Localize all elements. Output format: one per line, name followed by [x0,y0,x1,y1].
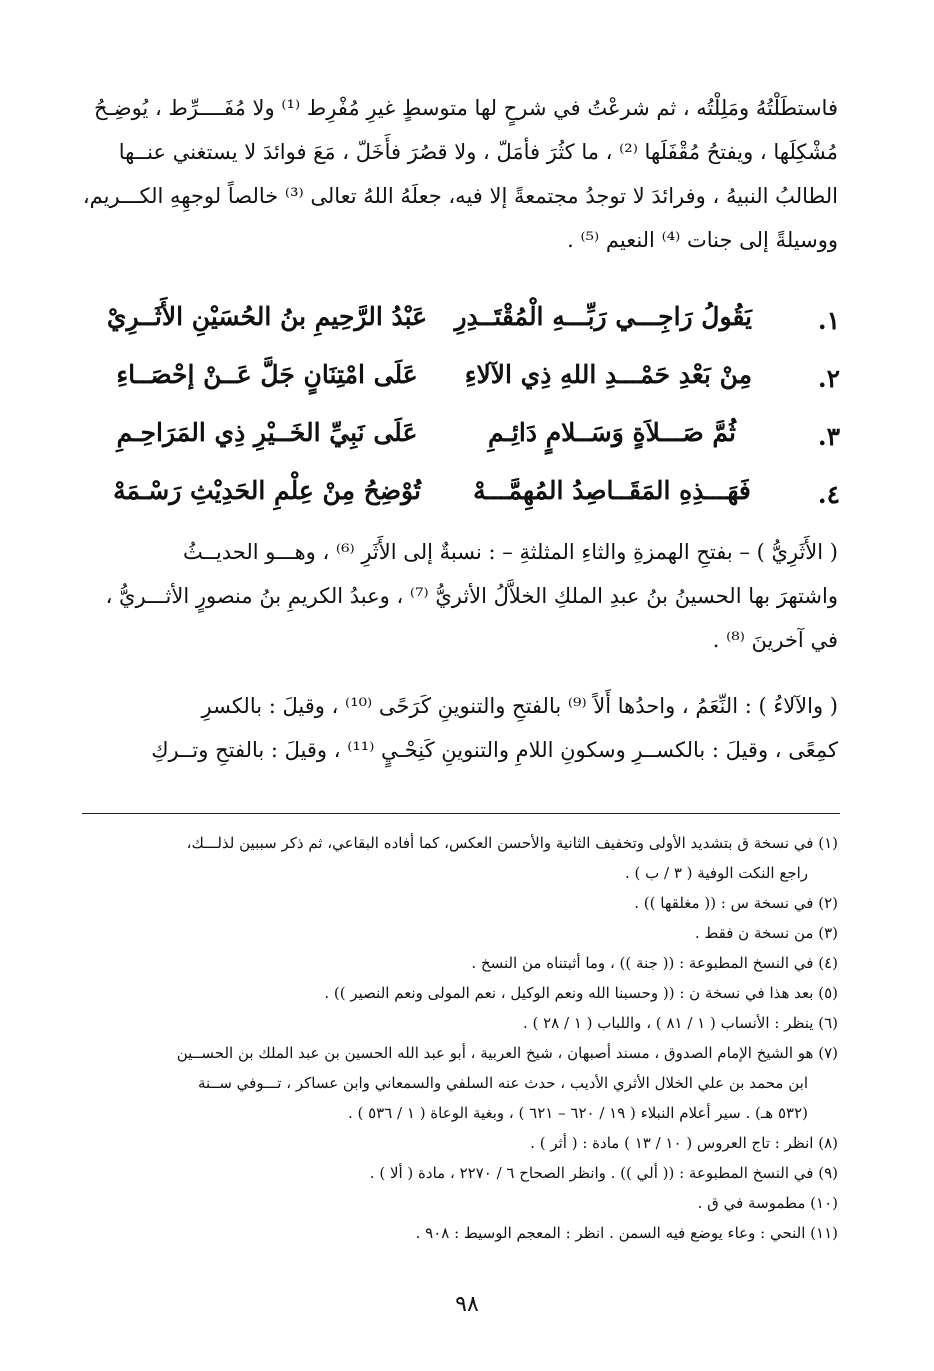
verse-first-hemistich: مِنْ بَعْدِ حَمْـــدِ اللهِ ذِي الآلاءِ [464,360,752,389]
intro-line-2: مُشْكِلَها ، ويفتحُ مُقْفَلَها ⁽²⁾ ، ما كثُرَ فأمَلّ ، ولا قصُرَ فأَخَلّ ، مَعَ فوائدَ لا يستغني عنــها [118,140,838,164]
intro-line-4: ووسيلةً إلى جنات ⁽⁴⁾ النعيم ⁽⁵⁾ . [567,228,838,252]
footnotes [78,828,838,1248]
alaa-line-2: كمِعًى ، وقيلَ : بالكســرِ وسكونِ اللامِ والتنوينِ كَنِحْـيٍ ⁽¹¹⁾ ، وقيلَ : بالفتحِ وتــركِ [151,738,838,762]
verse-1 [100,292,840,350]
athari-line-1: ( الأَثَرِيُّ ) – بفتحِ الهمزةِ والثاءِ المثلثةِ – : نسبةٌ إلى الأَثَرِ ⁽⁶⁾ ، وهـــو الحديــثُ [183,540,838,564]
intro-line-3: الطالبُ النبيهُ ، وفرائدَ لا توجدُ مجتمعةً إلا فيه، جعلَهُ اللهُ تعالى ⁽³⁾ خالصاً لوجهِهِ الكـــريم، [82,184,838,208]
athari-line-3: في آخرينَ ⁽⁸⁾ . [712,628,838,652]
intro-paragraph [78,86,838,262]
footnote-line: (١) في نسخة ق بتشديد الأولى وتخفيف الثانية والأحسن العكس، كما أفاده البقاعي، ثم ذكر سببين لذلـــك، [186,834,838,852]
footnote-line: (٤) في النسخ المطبوعة : (( جنة )) ، وما أثبتناه من النسخ . [471,954,838,972]
footnote-line: (٥٣٢ هـ) . سير أعلام النبلاء ( ١٩ / ٦٢٠ – ٦٢١ ) ، وبغية الوعاة ( ١ / ٥٣٦ ) . [347,1104,808,1122]
verse-number: ٢. [817,364,840,393]
verse-first-hemistich: فَهَـــذِهِ المَقَــاصِدُ المُهِمَّـــهْ [473,476,751,505]
verse-number: ١. [817,306,840,335]
verse-3 [100,408,840,466]
verse-4 [100,466,840,524]
poem-verses [100,292,840,524]
verse-second-hemistich: عَلَى امْتِنَانٍ جَلَّ عَــنْ إحْصَــاءِ [116,360,418,389]
footnote-line: (١٠) مطموسة في ق . [697,1194,838,1212]
verse-second-hemistich: عَبْدُ الرَّحِيمِ بنُ الحُسَيْنِ الأَثَــرِيْ [106,302,428,331]
verse-2 [100,350,840,408]
verse-number: ٣. [817,422,840,451]
footnote-line: (٦) ينظر : الأنساب ( ١ / ٨١ ) ، واللباب ( ١ / ٢٨ ) . [522,1014,838,1032]
page-number: ٩٨ [455,1292,479,1317]
alaa-paragraph [78,684,838,772]
footnote-line: (٢) في نسخة س : (( مغلقها )) . [634,894,838,912]
footnote-line: (٧) هو الشيخ الإمام الصدوق ، مسند أصبهان ، شيخ العربية ، أبو عبد الله الحسين بن عبد الملك بن الحســين [176,1044,838,1062]
athari-line-2: واشتهرَ بها الحسينُ بنُ عبدِ الملكِ الخلاَّلُ الأثريُّ ⁽⁷⁾ ، وعبدُ الكريمِ بنُ منصورٍ الأثـــريُّ ، [105,584,838,608]
intro-line-1: فاستطَلْتُهُ ومَلِلْتُه ، ثم شرعْتُ في شرحٍ لها متوسطٍ غيرِ مُفْرِط ⁽¹⁾ ولا مُفَــــرِّط ، يُوضِـحُ [94,96,838,120]
footnote-line: (٩) في النسخ المطبوعة : (( ألي )) . وانظر الصحاح ٦ / ٢٢٧٠ ، مادة ( ألا ) . [369,1164,838,1182]
verse-first-hemistich: يَقُولُ رَاجِـــي رَبِّـــهِ الْمُقْتَــدِرِ [454,302,752,331]
alaa-line-1: ( والآلاءُ ) : النِّعَمُ ، واحدُها أَلاً ⁽⁹⁾ بالفتحِ والتنوينِ كَرَحًى ⁽¹⁰⁾ ، وقيلَ : بالكسرِ [201,694,838,718]
verse-number: ٤. [817,480,840,509]
footnote-line: راجع النكت الوفية ( ٣ / ب ) . [624,864,808,882]
verse-second-hemistich: تُوْضِحُ مِنْ عِلْمِ الحَدِيْثِ رَسْـمَهْ [113,476,421,505]
footnote-separator [82,813,840,814]
footnote-line: (١١) النحي : وعاء يوضع فيه السمن . انظر : المعجم الوسيط : ٩٠٨ . [415,1224,838,1242]
verse-first-hemistich: ثُمَّ صَـــلاَةٍ وَسَــلامٍ دَائِـمِ [488,418,736,447]
verse-second-hemistich: عَلَى نَبِيِّ الخَــيْرِ ذِي المَرَاحِـمِ [116,418,418,447]
footnote-line: ابن محمد بن علي الخلال الأثري الأديب ، حدث عنه السلفي والسمعاني وابن عساكر ، تـــوفي ســنة [197,1074,808,1092]
athari-paragraph [78,530,838,662]
footnote-line: (٥) بعد هذا في نسخة ن : (( وحسبنا الله ونعم الوكيل ، نعم المولى ونعم النصير )) . [324,984,838,1002]
footnote-line: (٣) من نسخة ن فقط . [694,924,838,942]
footnote-line: (٨) انظر : تاج العروس ( ١٠ / ١٣ ) مادة : ( أثر ) . [530,1134,838,1152]
